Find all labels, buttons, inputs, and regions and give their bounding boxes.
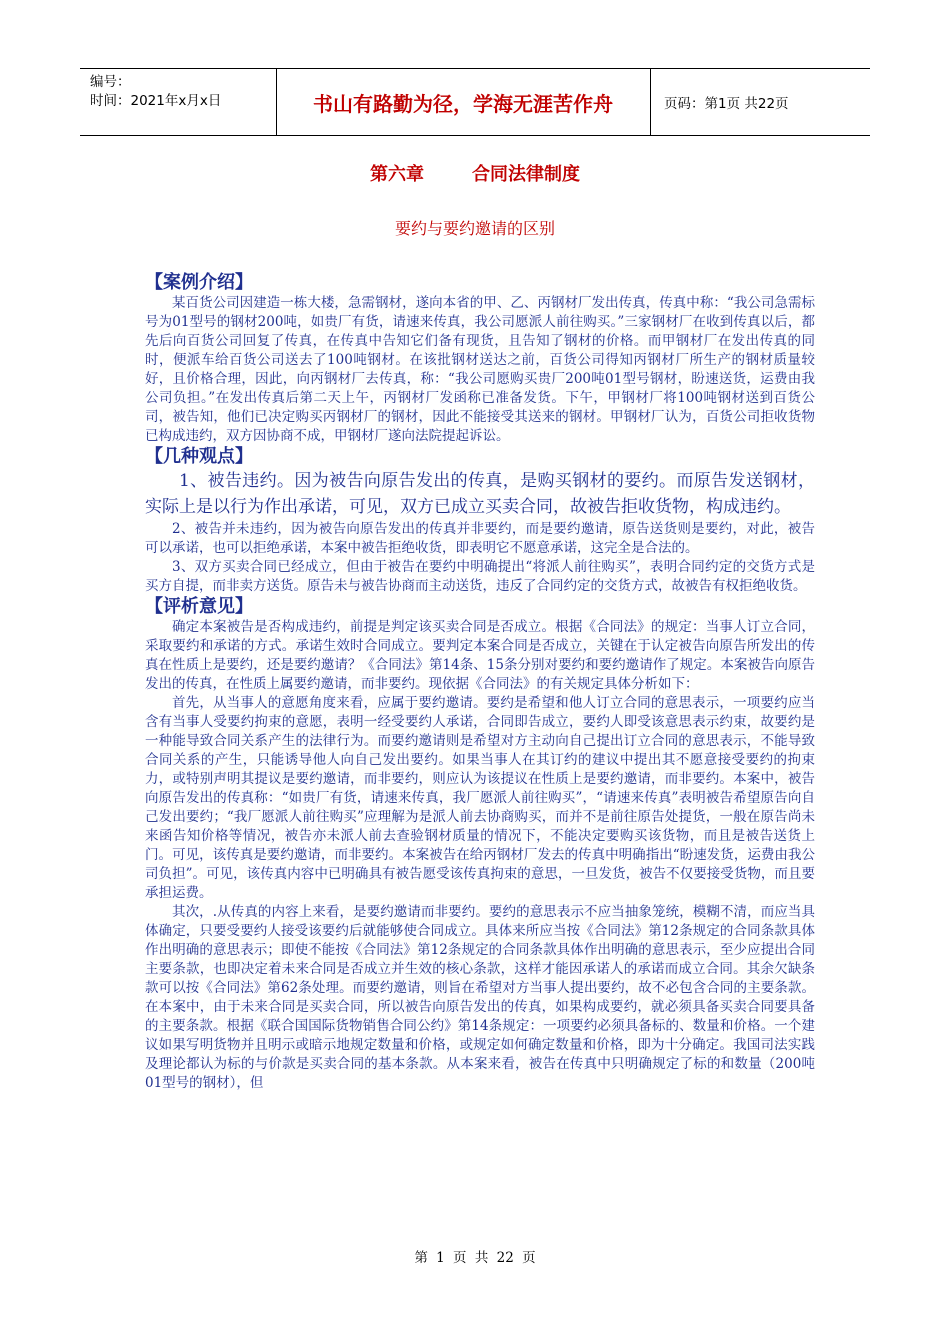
chapter-number: 第六章 xyxy=(370,164,424,185)
header-divider-right xyxy=(650,69,651,135)
header-motto: 书山有路勤为径，学海无涯苦作舟 xyxy=(313,91,613,116)
view-2-paragraph: 2、被告并未违约，因为被告向原告发出的传真并非要约，而是要约邀请，原告送货则是要约，对此，被告可以承诺，也可以拒绝承诺，本案中被告拒绝收货，即表明它不愿意承诺，这完全是合法的。 xyxy=(145,521,815,556)
document-number-label: 编号： xyxy=(90,74,131,90)
page-header xyxy=(80,68,870,136)
analysis-paragraph-2: 首先，从当事人的意愿角度来看，应属于要约邀请。要约是希望和他人订立合同的意思表示，一项要约应当含有当事人受要约拘束的意愿，表明一经受要约人承诺，合同即告成立，要约人即受该意思表示约束，故要约是一种能导致合同关系产生的法律行为。而要约邀请则是希望对方主动向自己提出订立合同的意思表示，不能导致合同关系的产生，只能诱导他人向自己发出要约。如果当事人在其订约的建议中提出其不愿意接受要约的拘束力，或特别声明其提议是要约邀请，而非要约，则应认为该提议在性质上是要约邀请，而非要约。本案中，被告向原告发出的传真称：“如贵厂有货，请速来传真，我厂愿派人前往购买”，“请速来传真”表明被告希望原告向自己发出要约；“我厂愿派人前往购买”应理解为是派人前去协商购买，而并不是前往原告处提货，一般在原告尚未来函告知价格等情况，被告亦未派人前去查验钢材质量的情况下，不能决定要购买该货物，而且是被告送货上门。可见，该传真是要约邀请，而非要约。本案被告在给丙钢材厂发去的传真中明确指出“盼速发货，运费由我公司负担”。可见，该传真内容中已明确具有被告愿受该传真拘束的意思，一旦发货，被告不仅要接受货物，而且要承担运费。 xyxy=(145,695,815,901)
analysis-paragraph-3: 其次，.从传真的内容上来看，是要约邀请而非要约。要约的意思表示不应当抽象笼统，模糊不清，而应当具体确定，只要受要约人接受该要约后就能够使合同成立。具体来所应当按《合同法》第12条规定的合同条款具体作出明确的意思表示；即使不能按《合同法》第12条规定的合同条款具体作出明确的意思表示，至少应提出合同主要条款，也即决定着未来合同是否成立并生效的核心条款，这样才能因承诺人的承诺而成立合同。其余欠缺条款可以按《合同法》第62条处理。而要约邀请，则旨在希望对方当事人提出要约，故不必包含合同的主要条款。在本案中，由于未来合同是买卖合同，所以被告向原告发出的传真，如果构成要约，就必须具备买卖合同要具备的主要条款。根据《联合国国际货物销售合同公约》第14条规定：一项要约必须具备标的、数量和价格。一个建议如果写明货物并且明示或暗示地规定数量和价格，或规定如何确定数量和价格，即为十分确定。我国司法实践及理论都认为标的与价款是买卖合同的基本条款。从本案来看，被告在传真中只明确规定了标的和数量（200吨01型号的钢材），但 xyxy=(145,904,815,1091)
header-meta xyxy=(90,73,280,111)
case-intro-paragraph: 某百货公司因建造一栋大楼，急需钢材，遂向本省的甲、乙、丙钢材厂发出传真，传真中称：“我公司急需标号为01型号的钢材200吨，如贵厂有货，请速来传真，我公司愿派人前往购买。”三家钢材厂在收到传真以后，都先后向百货公司回复了传真，在传真中告知它们备有现货，且告知了钢材的价格。而甲钢材厂在发出传真的同时，便派车给百货公司送去了100吨钢材。在该批钢材送达之前，百货公司得知丙钢材厂所生产的钢材质量较好，且价格合理，因此，向丙钢材厂去传真，称：“我公司愿购买贵厂200吨01型号钢材，盼速送货，运费由我公司负担。”在发出传真后第二天上午，丙钢材厂发函称已准备发货。下午，甲钢材厂将100吨钢材送到百货公司，被告知，他们已决定购买丙钢材厂的钢材，因此不能接受其送来的钢材。甲钢材厂认为，百货公司拒收货物已构成违约，双方因协商不成，甲钢材厂遂向法院提起诉讼。 xyxy=(145,295,815,444)
document-time-label: 时间：2021年x月x日 xyxy=(90,93,222,109)
chapter-heading xyxy=(0,160,950,186)
page-footer: 第 1 页 共 22 页 xyxy=(414,1250,536,1266)
chapter-title: 合同法律制度 xyxy=(472,164,580,185)
analysis-paragraph-1: 确定本案被告是否构成违约，前提是判定该买卖合同是否成立。根据《合同法》的规定：当事人订立合同，采取要约和承诺的方式。承诺生效时合同成立。要判定本案合同是否成立，关键在于认定被告向原告所发出的传真在性质上是要约，还是要约邀请？《合同法》第14条、15条分别对要约和要约邀请作了规定。本案被告向原告发出的传真，在性质上属要约邀请，而非要约。现依据《合同法》的有关规定具体分析如下： xyxy=(145,619,815,692)
section-heading-case-intro: 【案例介绍】 xyxy=(145,272,253,293)
view-1-paragraph: 1、被告违约。因为被告向原告发出的传真，是购买钢材的要约。而原告发送钢材，实际上是以行为作出承诺，可见，双方已成立买卖合同，故被告拒收货物，构成违约。 xyxy=(145,471,815,517)
page-subtitle: 要约与要约邀请的区别 xyxy=(394,219,555,238)
document-body xyxy=(145,272,815,1093)
section-heading-views: 【几种观点】 xyxy=(145,446,253,467)
view-3-paragraph: 3、双方买卖合同已经成立，但由于被告在要约中明确提出“将派人前往购买”，表明合同约定的交货方式是买方自提，而非卖方送货。原告未与被告协商而主动送货，违反了合同约定的交货方式，故被告有权拒绝收货。 xyxy=(145,559,815,594)
header-page-info: 页码：第1页 共22页 xyxy=(664,96,789,112)
section-heading-analysis: 【评析意见】 xyxy=(145,596,253,617)
